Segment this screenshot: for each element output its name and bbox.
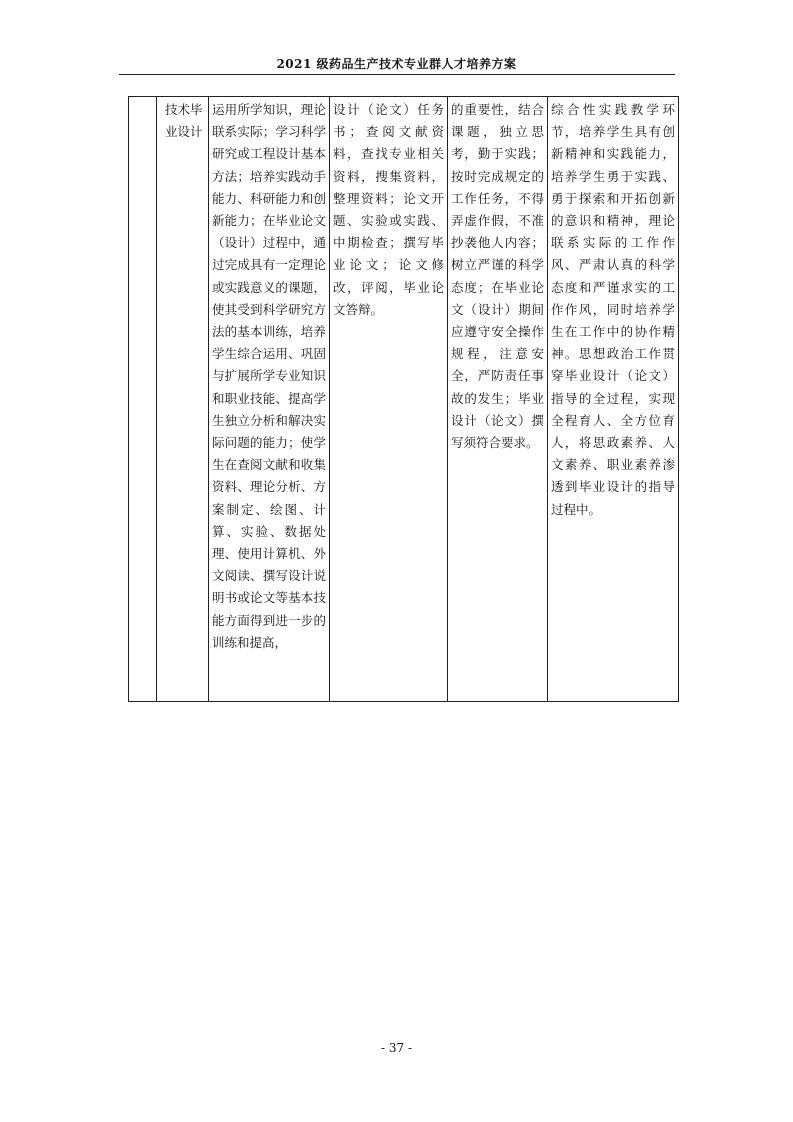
page-number: - 37 - <box>380 1041 412 1055</box>
table-cell-objective: 运用所学知识，理论联系实际；学习科学研究或工程设计基本方法；培养实践动手能力、科研能力和创新能力；在毕业论文（设计）过程中，通过完成具有一定理论或实践意义的课题，使其受到科学研究方法的基本训练，培养学生综合运用、巩固与扩展所学专业知识和职业技能、提高学生独立分析和解决实际问题的能力；使学生在查阅文献和收集资料、理论分析、方案制定、绘图、计算、实验、数据处理、使用计算机、外文阅读、撰写设计说明书或论文等基本技能方面得到进一步的训练和提高， <box>209 97 330 702</box>
page-header-title: 2021 级药品生产技术专业群人才培养方案 <box>276 57 517 71</box>
table-cell-requirement: 的重要性，结合课题，独立思考，勤于实践；按时完成规定的工作任务，不得弄虚作假，不准抄袭他人内容；树立严谨的科学态度；在毕业论文（设计）期间应遵守安全操作规程，注意安全，严防责任事故的发生；毕业设计（论文）撰写须符合要求。 <box>448 97 548 702</box>
table-cell-course-name: 技术毕业设计 <box>157 97 209 702</box>
table-cell-index <box>129 97 157 702</box>
curriculum-table <box>128 96 679 702</box>
table-cell-ideology: 综合性实践教学环节，培养学生具有创新精神和实践能力，培养学生勇于实践、勇于探索和开拓创新的意识和精神，理论联系实际的工作作风、严肃认真的科学态度和严谨求实的工作作风，同时培养学生在工作中的协作精神。思想政治工作贯穿毕业设计（论文）指导的全过程，实现全程育人、全方位育人，将思政素养、人文素养、职业素养渗透到毕业设计的指导过程中。 <box>548 97 679 702</box>
header-divider <box>119 74 675 75</box>
table-row <box>129 97 679 702</box>
table-cell-content: 设计（论文）任务书；查阅文献资料，查找专业相关资料，搜集资料，整理资料；论文开题、实验或实践、中期检查；撰写毕业论文；论文修改，评阅，毕业论文答辩。 <box>330 97 448 702</box>
